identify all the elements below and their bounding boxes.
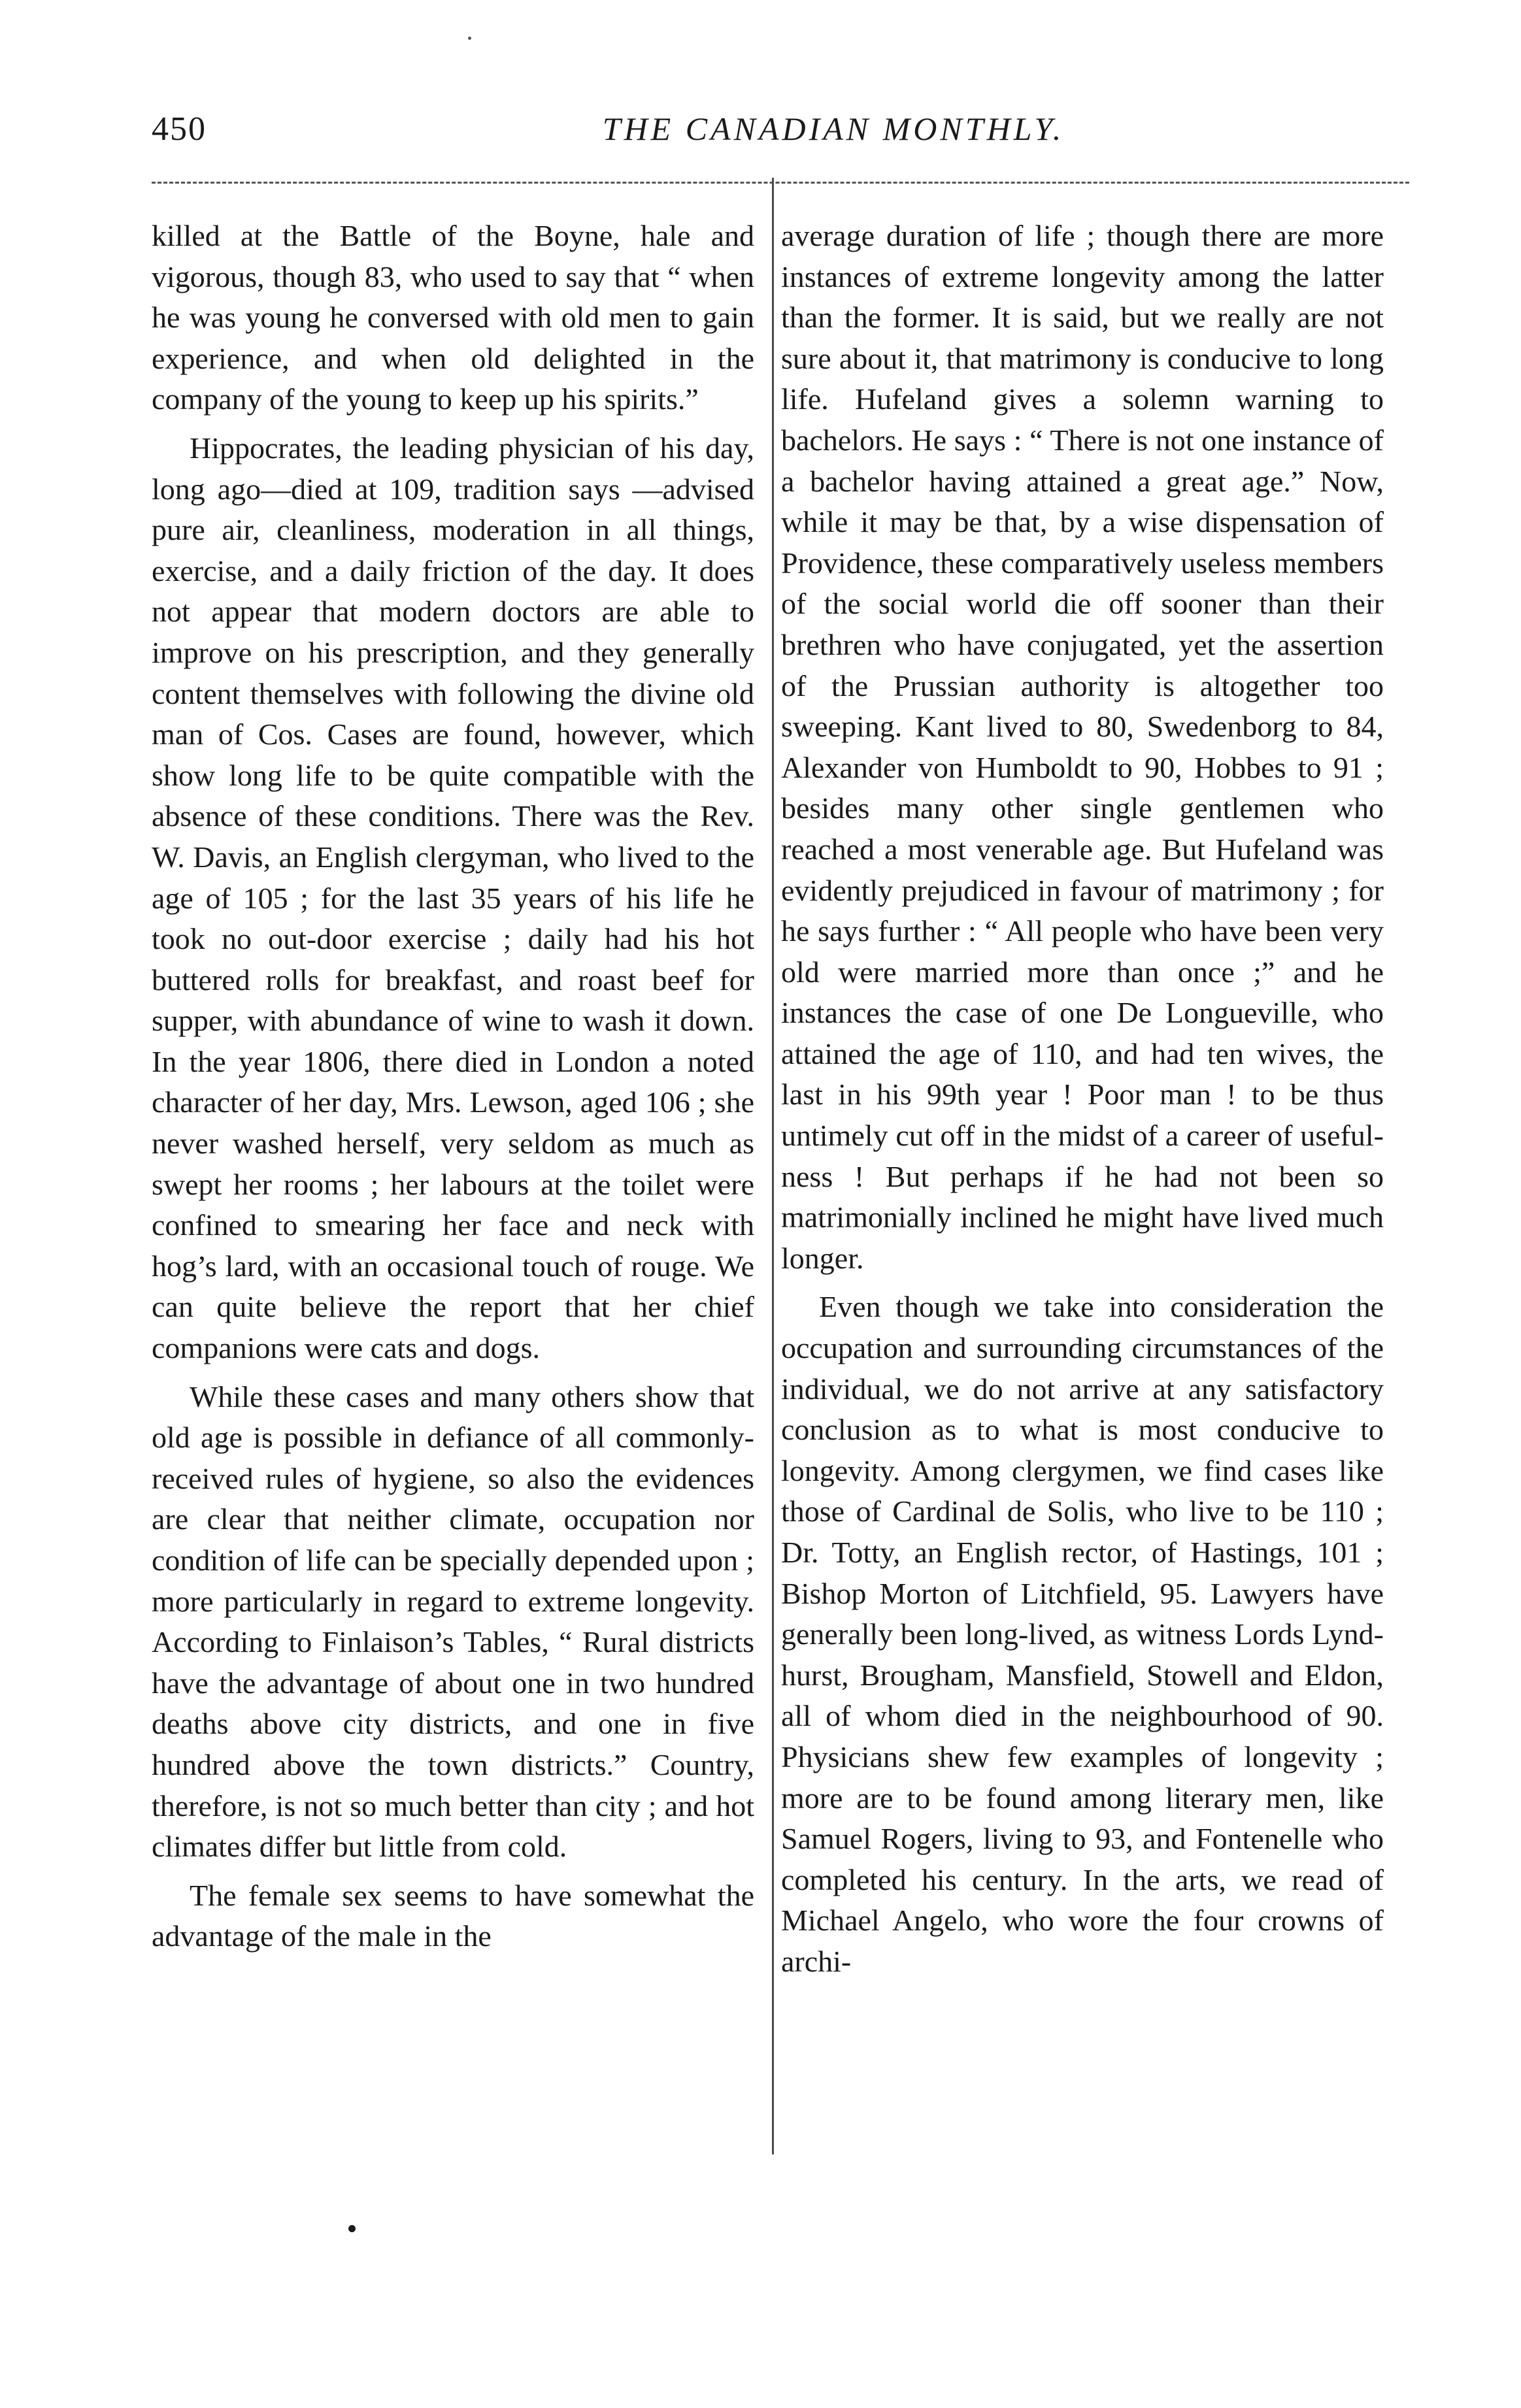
paragraph: average duration of life ; though there are more instances of extreme longevity among the latter than the former. It is said, but we really are not sure about it, that matrimony is conducive to long life. Hufeland gives a solemn warning to bachelors. He says : “ There is not one instance of a bachelor having attained a great age.” Now, while it may be that, by a wise dispensation of Providence, these comparatively useless members of the social world die off sooner than their brethren who have conjugated, yet the assertion of the Prussian authority is altogether too sweeping. Kant lived to 80, Swedenborg to 84, Alexander von Humboldt to 90, Hobbes to 91 ; besides many other single gentlemen who reached a most venerable age. But Hufeland was evidently prejudiced in favour of matrimony ; for he says further : “ All people who have been very old were married more than once ;” and he instances the case of one De Longueville, who attained the age of 110, and had ten wives, the last in his 99th year ! Poor man ! to be thus untimely cut off in the midst of a career of usefulness ! But perhaps if he had not been so matrimonially inclined he might have lived much longer. [781, 219, 1384, 1275]
paragraph: Even though we take into consideration the occupation and surrounding circumstances of the individual, we do not arrive at any satisfactory conclusion as to what is most conducive to longevity. Among clergymen, we find cases like those of Cardinal de Solis, who live to be 110 ; Dr. Totty, an English rector, of Hastings, 101 ; Bishop Morton of Litchfield, 95. Lawyers have generally been long-lived, as witness Lords Lyndhurst, Brougham, Mansfield, Stowell and Eldon, all of whom died in the neighbourhood of 90. Physicians shew few examples of longevity ; more are to be found among literary men, like Samuel Rogers, living to 93, and Fontenelle who completed his century. In the arts, we read of Michael Angelo, who wore the four crowns of archi- [781, 1290, 1384, 1978]
right-column [781, 216, 1384, 1983]
header-rule [152, 182, 1409, 184]
paragraph: killed at the Battle of the Boyne, hale and vigorous, though 83, who used to say that “ when he was young he conversed with old men to gain experience, and when old delighted in the company of the young to keep up his spirits.” [152, 219, 754, 416]
paragraph: The female sex seems to have somewhat the advantage of the male in the [152, 1878, 754, 1953]
column-divider [772, 178, 774, 2154]
left-column [152, 216, 754, 1957]
paragraph: Hippocrates, the leading physician of his day, long ago—died at 109, tradition says —advised pure air, cleanliness, moderation in all things, exercise, and a daily friction of the day. It does not appear that modern doctors are able to improve on his prescription, and they generally content themselves with following the divine old man of Cos. Cases are found, however, which show long life to be quite compatible with the absence of these conditions. There was the Rev. W. Davis, an English clergyman, who lived to the age of 105 ; for the last 35 years of his life he took no out-door exercise ; daily had his hot buttered rolls for breakfast, and roast beef for supper, with abundance of wine to wash it down. In the year 1806, there died in London a noted character of her day, Mrs. Lewson, aged 106 ; she never washed herself, very seldom as much as swept her rooms ; her labours at the toilet were confined to smearing her face and neck with hog’s lard, with an occasional touch of rouge. We can quite believe the report that her chief companions were cats and dogs. [152, 431, 754, 1365]
page-number: 450 [152, 110, 207, 148]
print-speck [348, 2225, 356, 2232]
running-head: THE CANADIAN MONTHLY. [602, 110, 1065, 147]
paragraph: While these cases and many others show that old age is possible in defiance of all commonly-received rules of hygiene, so also the evidences are clear that neither climate, occupation nor condition of life can be specially depended upon ; more particularly in regard to extreme longevity. According to Finlaison’s Tables, “ Rural districts have the advantage of about one in two hundred deaths above city districts, and one in five hundred above the town districts.” Country, therefore, is not so much better than city ; and hot climates differ but little from cold. [152, 1379, 754, 1864]
print-speck [468, 37, 471, 40]
